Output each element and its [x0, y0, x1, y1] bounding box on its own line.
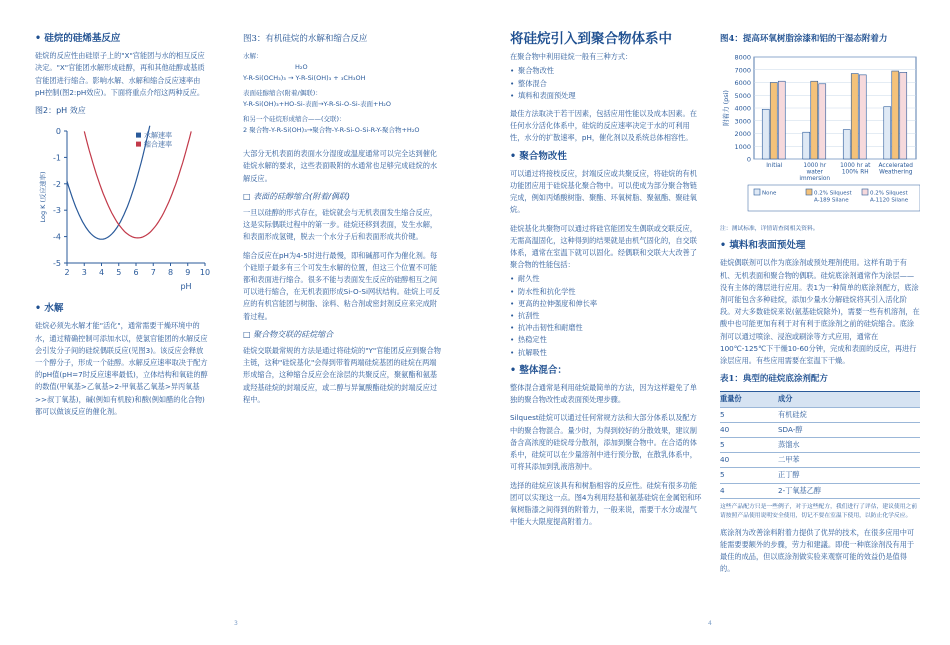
x-tick-label: 6	[133, 268, 139, 278]
table-cell: 40	[720, 422, 778, 437]
condensation-curve	[84, 132, 191, 239]
table-header-cell: 重量份	[720, 392, 778, 407]
legend-swatch	[806, 189, 812, 195]
y-tick-label: 0	[55, 127, 61, 137]
legend-swatch-condensation	[136, 142, 141, 147]
section-heading-hydrolysis: • 水解	[35, 303, 64, 315]
table-cell: 5	[720, 468, 778, 483]
table-row	[720, 468, 920, 483]
equation-label: 和另一个硅烷形成缩合——(交联)：	[243, 115, 346, 124]
chart-note: 注：测试标准，详情请查阅相关资料。	[720, 226, 819, 233]
page3-column2	[243, 33, 443, 412]
paragraph: Silquest硅烷可以通过任何常规方法和大部分体系以及配方中的聚合物混合。量少时，为得到较好的分散效果，建议制备含高浓度的硅烷母分散剂，添加到聚合物中。在合适的体系中，硅烷可以在少量溶剂中进行预分散，在散乳体系中，可将其添加到乳液溶剂中。	[510, 413, 697, 472]
bar	[762, 109, 769, 159]
section-heading-polymer-modification: • 聚合物改性	[510, 150, 567, 162]
list-item: • 热稳定性	[510, 334, 702, 346]
x-tick-label: 7	[150, 268, 156, 278]
equation-reagent: H₂O	[295, 63, 308, 72]
table-cell: 4	[720, 483, 778, 498]
paragraph: 一旦以硅醇的形式存在，硅烷就会与无机表面发生缩合反应，这是实际偶联过程中的第一步。硅烷还移到表面，发生水解，和表面形成氢键，脱去一个水分子后和表面形成共价键。	[243, 208, 438, 242]
y-axis-label: Log K (反应速率)	[39, 171, 47, 223]
x-tick-label: 3	[81, 268, 87, 278]
page-number: 3	[234, 620, 238, 627]
y-tick-label: -5	[53, 259, 61, 269]
bar	[900, 73, 907, 160]
paragraph: 硅烷交联最常规的方法是通过将硅烷的"Y"官能团反应到聚合物主链，这种"硅烷基化"会得到带着两端硅烷基团的硅烷在两端形成缩合，这种缩合反应会在涂层的共聚反应，聚氨酯和氨基或羟基硅烷的封端反应，或二醇与异氰酸酯硅烷的封端反应过程中。	[243, 346, 441, 404]
table-row	[720, 422, 920, 437]
y-tick-label: 5000	[734, 91, 751, 100]
paragraph: 大部分无机表面的表面水分湿度或温度通常可以完全达到催化硅烷水解的要求，这些表面吸附的水通常也足够完成硅烷的水解反应。	[243, 149, 438, 183]
table-row	[720, 438, 920, 453]
bar	[803, 132, 810, 159]
list-item: • 防水性和抗化学性	[510, 286, 702, 298]
legend-swatch	[754, 189, 760, 195]
paragraph: 最佳方法取决于若干因素，包括应用性能以及成本因素。在任何水分活化体系中，硅烷的反应速率决定于水的可利用性，水分的扩散速率，pH，催化剂以及系统总体相容性。	[510, 109, 697, 143]
bar	[819, 84, 826, 159]
legend-label: 水解速率	[144, 131, 172, 140]
x-axis-label: pH	[180, 282, 192, 292]
y-tick-label: -1	[53, 153, 61, 163]
paragraph: 硅烷的反应性由硅原子上的"X"官能团与水的相互反应决定。"X"官能团水解形成硅醇，再和其他硅醇或基质官能团进行缩合。影响水解、水解和缩合反应速率由pH控制(图2:pH效应)。下面将重点介绍这两种反应。	[35, 51, 205, 97]
figure-caption: 图4：提高环氧树脂涂漆和铝的干湿态附着力	[720, 34, 888, 44]
list-item: • 抗解吸性	[510, 347, 702, 359]
x-tick-label: 10	[199, 268, 210, 278]
legend-swatch	[862, 189, 868, 195]
list-item: • 填料和表面预处理	[510, 90, 702, 102]
primer-formulation-table	[720, 391, 920, 498]
y-axis-label: 附着力 (psi)	[722, 90, 730, 127]
y-tick-label: 0	[746, 155, 751, 164]
x-tick-label: 9	[185, 268, 191, 278]
equation: Y-R-Si(OCH₃)₃ → Y-R-Si(OH)₃ + ₃CH₃OH	[243, 74, 366, 83]
table-cell: 蒸馏水	[778, 438, 920, 453]
y-tick-label: 4000	[734, 104, 751, 113]
x-tick-label: 8	[167, 268, 174, 278]
table-header-cell: 成分	[778, 392, 920, 407]
method-list	[510, 65, 702, 102]
list-item: • 抗刮性	[510, 310, 702, 322]
x-tick-label: 2	[64, 268, 70, 278]
list-item: • 耐久性	[510, 273, 702, 285]
list-item: • 更高的拉伸强度和伸长率	[510, 298, 702, 310]
paragraph: 在聚合物中利用硅烷一般有三种方式：	[510, 52, 633, 62]
table-cell: 40	[720, 453, 778, 468]
bar	[811, 81, 818, 159]
paragraph: 硅烷必须先水解才能"活化"，通常需要干燥环境中的水，通过精确控制可添加水以，使氯官能团的水解反应会引发分子间的硅烷偶联反应(见图3)。该反应会释放一个醇分子，形成一个硅醇。水解反应速率取决于配方的pH值(pH=7时反应速率最低)，立体结构和氧硅的醇的数值(甲氧基>乙氧基>2-甲氧基乙氧基>异丙氧基>>叔丁氧基)，碱(例如有机胺)和酸(例如醋的化合物)都可以做该反应的催化剂。	[35, 321, 208, 416]
benefits-list	[510, 273, 702, 358]
bar	[778, 81, 785, 159]
legend-label: 缩合速率	[144, 140, 172, 149]
bar	[770, 83, 777, 160]
figure-caption: 图3：有机硅烷的水解和缩合反应	[243, 34, 368, 44]
table-cell: 有机硅烷	[778, 407, 920, 422]
equation: Y-R-Si(OH)₃+HO-Si-表面→Y-R-Si-O-Si-表面+H₂O	[243, 100, 392, 109]
figure-caption: 图2：pH 效应	[35, 106, 86, 116]
equation-label: 表面硅醇缩合(附着/偶联)：	[243, 89, 322, 98]
page-title: 将硅烷引入到聚合物体系中	[510, 31, 672, 47]
table-cell: 2-丁氧基乙醇	[778, 483, 920, 498]
y-tick-label: -3	[53, 206, 61, 216]
adhesion-chart	[720, 51, 920, 221]
subsection-heading: □ 表面的硅醇缩合(附着/偶联)	[243, 191, 351, 201]
table-header-row	[720, 392, 920, 407]
x-tick-label: 5	[116, 268, 122, 278]
table-row	[720, 483, 920, 498]
x-tick-label: Initial	[766, 163, 783, 170]
y-tick-label: 1000	[734, 142, 751, 151]
y-tick-label: 7000	[734, 66, 751, 75]
paragraph: 可以通过将接枝反应，封端反应或共聚反应，将硅烷的有机功能团应用于硅烷基化聚合物中。可以使成为部分聚合物链完成，例如丙烯酸树脂、聚酯、环氧树脂、聚氨酯、聚硅氧烷。	[510, 168, 697, 215]
bar	[859, 75, 866, 159]
section-heading-integral-blend: • 整体混合：	[510, 364, 567, 376]
page-number: 4	[708, 620, 712, 627]
table-cell: 5	[720, 407, 778, 422]
list-item: • 聚合物改性	[510, 65, 702, 77]
page3-column1	[35, 33, 210, 424]
equation-label: 水解：	[243, 52, 263, 61]
legend-label: 0.2% Silquest A-1120 Silane	[870, 190, 909, 204]
list-item: • 整体混合	[510, 78, 702, 90]
paragraph: 整体混合通常是利用硅烷最简单的方法，因为这样避免了单独的聚合物改性或表面预处理步骤。	[510, 383, 697, 405]
bar	[843, 130, 850, 159]
table-cell: 二甲苯	[778, 453, 920, 468]
list-item: • 抗冲击韧性和耐磨性	[510, 322, 702, 334]
page4-column4	[720, 33, 920, 582]
section-heading-silane-reaction: • 硅烷的硅烯基反应	[35, 33, 121, 44]
subsection-heading: □ 聚合物交联的硅烷缩合	[243, 329, 334, 339]
bar	[892, 71, 899, 159]
table-note: 这些产品配方只是一些例子，对于这些配方，我们进行了评估，建议使用之前请按照产品使用说明安全使用，切记不要在室温下使用，以防止化学反应。	[720, 503, 918, 519]
y-tick-label: 8000	[734, 53, 751, 62]
x-tick-label: 1000 hr at 100% RH	[840, 163, 871, 176]
x-tick-label: 4	[98, 268, 105, 278]
x-tick-label: 1000 hr water immersion	[799, 163, 831, 183]
paragraph: 选择的硅烷应该具有和树脂相容的反应性。硅烷有很多功能团可以实现这一点。图4为利用羟基和氨基硅烷在金属铝和环氧树脂漆之间得到的附着力，一般来说，需要干水分或湿气中能大大限度提高附着力。	[510, 480, 702, 527]
table-row	[720, 453, 920, 468]
y-tick-label: -2	[53, 180, 61, 190]
table-cell: SDA-醇	[778, 422, 920, 437]
table-cell: 正丁醇	[778, 468, 920, 483]
table-caption: 表1：典型的硅烷底涂剂配方	[720, 374, 828, 385]
table-cell: 5	[720, 438, 778, 453]
paragraph: 缩合反应在pH为4-5时进行最慢，即和碱都可作为催化剂。每个硅原子最多有三个可发生水解的位置，但这三个位置不可能都和表面进行缩合。很多不能与表面发生反应的硅醇相互之间可以进行缩合，在无机表面形成Si-O-Si网状结构。硅烷上可反应的有机官能团与树脂、涂料、粘合剂或密封剂反应来完成附着过程。	[243, 250, 440, 321]
y-tick-label: 6000	[734, 79, 751, 88]
x-tick-label: Accelerated Weathering	[878, 163, 913, 176]
legend-label: None	[762, 190, 777, 197]
y-tick-label: 2000	[734, 130, 751, 139]
page4-column3	[510, 33, 702, 534]
adhesion-bar-chart-svg	[720, 51, 920, 221]
equation: 2 聚合物-Y-R-Si(OH)₃→聚合物-Y-R-Si-O-Si-R-Y-聚合物+H₂O	[243, 126, 420, 135]
table-row	[720, 407, 920, 422]
bar	[884, 107, 891, 159]
legend-swatch-hydrolysis	[136, 133, 141, 138]
section-heading-filler-pretreatment: • 填料和表面预处理	[720, 240, 806, 252]
reaction-equations	[243, 51, 443, 136]
paragraph: 硅烷偶联剂可以作为底涂剂或预处理剂使用。这样有助于有机、无机表面和聚合物的偶联。硅烷底涂剂通常作为涂层——没有主体的薄层进行应用。表1为一种简单的底涂剂配方，底涂剂可能包含多种硅烷，添加少量水分解硅烷将其引入活化阶段。对大多数硅烷来说(氨基硅烷除外)，需要一些有机溶剂，在酸中也可能更加有利于对有利于底涂剂之前的硅烷缩合。底涂剂可以通过喷涂、浸泡或刷涂等方式应用，通常在100℃-125℃下干燥10-60分钟，完成和表面的反应，再进行涂层应用。有些应用需要在室温下干燥。	[720, 258, 920, 366]
y-tick-label: -4	[53, 232, 61, 242]
paragraph: 硅烷基化共聚物可以通过将硅官能团发生偶联或交联反应，无需高温固化，这种得到的结果就是由机气固化的，自交联体系，通常在室温下就可以固化。经偶联和交联大大改善了聚合物的性能包括：	[510, 223, 697, 270]
paragraph: 底涂剂为改善涂料附着力提供了优异的技术，在很多应用中可能需要要额外的步骤，劳力和建議。即使一种底涂剂没有用于最佳的成品，但以底涂剂做实验来观察可能的效益仍是值得的。	[720, 527, 915, 574]
y-tick-label: 3000	[734, 117, 751, 126]
ph-effect-svg	[35, 123, 210, 293]
ph-effect-chart	[35, 123, 210, 293]
legend-label: 0.2% Silquest A-189 Silane	[814, 190, 852, 204]
bar	[851, 74, 858, 159]
